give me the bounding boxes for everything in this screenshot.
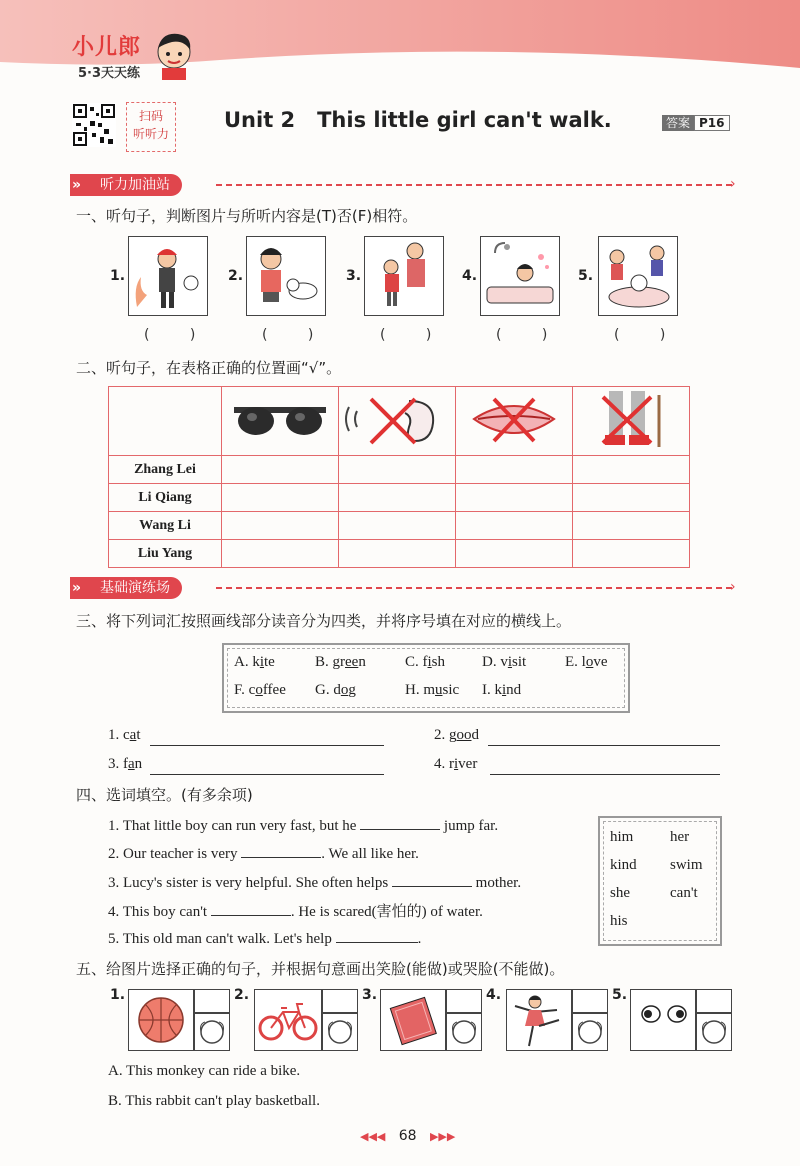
answer-reference [662,114,730,131]
letter-answer-box[interactable] [194,989,230,1013]
q1-item-number: 1. [110,268,126,284]
check-cell[interactable] [456,512,573,540]
option-word: kind [610,857,637,873]
sound-target: 3. fan [108,756,143,772]
word-option: C. fish [405,654,446,670]
page-title: Unit 2 This little girl can't walk. [224,108,612,132]
scan-listen-label [126,102,176,152]
answer-line[interactable] [150,745,384,746]
double-chevron-icon: » [72,177,82,193]
letter-answer-box[interactable] [446,989,482,1013]
qr-code-icon[interactable] [72,103,116,147]
word-option: G. dog [315,682,356,698]
sentence-option-b: B. This rabbit can't play basketball. [108,1093,320,1109]
sentence-option-a: A. This monkey can ride a bike. [108,1063,301,1079]
q1-item-number: 5. [578,268,594,284]
q5-item-number: 2. [234,987,250,1003]
check-cell[interactable] [456,540,573,568]
answer-parentheses[interactable]: ( ) [614,327,684,343]
book-icon [380,989,446,1051]
table-corner-cell [109,387,222,456]
q5-item-number: 5. [612,987,628,1003]
letter-answer-box[interactable] [572,989,608,1013]
arrow-end-icon: › [730,579,736,595]
bicycle-icon [254,989,322,1051]
arrow-end-icon: › [730,176,736,192]
check-cell[interactable] [339,540,456,568]
word-option: A. kite [234,654,275,670]
word-option: I. kind [482,682,522,698]
check-table [108,386,690,568]
blank-field[interactable] [211,901,291,916]
word-option: D. visit [482,654,527,670]
father-helping-child-icon [364,236,444,316]
sound-target: 1. cat [108,727,141,743]
blank-field[interactable] [336,928,418,943]
check-cell[interactable] [222,540,339,568]
question-2-heading: 二、听句子，在表格正确的位置画“√”。 [76,359,342,377]
brand-subtitle: 5·3天天练 [78,66,141,81]
fill-sentence: 4. This boy can't . He is scared(害怕的) of water. [108,900,483,921]
answer-parentheses[interactable]: ( ) [144,327,214,343]
face-draw-box[interactable] [194,1013,230,1051]
check-cell[interactable] [456,484,573,512]
answer-parentheses[interactable]: ( ) [496,327,566,343]
boy-washing-dog-icon [598,236,678,316]
letter-answer-box[interactable] [322,989,358,1013]
check-cell[interactable] [573,484,690,512]
fill-sentence: 1. That little boy can run very fast, but he jump far. [108,815,498,835]
check-cell[interactable] [222,484,339,512]
row-name: Zhang Lei [109,456,222,484]
question-1-heading: 一、听句子，判断图片与所听内容是(T)否(F)相符。 [76,207,418,225]
fill-sentence: 3. Lucy's sister is very helpful. She often helps mother. [108,872,521,892]
scan-label-line2: 听听力 [132,127,169,141]
dancing-girl-icon [506,989,572,1051]
check-cell[interactable] [573,512,690,540]
firefighter-icon [128,236,208,316]
row-name: Liu Yang [109,540,222,568]
boy-mascot-icon [150,30,198,80]
sound-target: 4. river [434,756,478,772]
check-cell[interactable] [339,484,456,512]
fill-sentence: 5. This old man can't walk. Let's help . [108,928,421,948]
option-word: him [610,829,634,845]
q5-item-number: 4. [486,987,502,1003]
answer-parentheses[interactable]: ( ) [380,327,450,343]
q5-item-number: 3. [362,987,378,1003]
answer-label: 答案 [662,115,694,131]
eyes-icon [630,989,696,1051]
fill-sentence: 2. Our teacher is very . We all like her. [108,843,419,863]
blank-field[interactable] [392,872,472,887]
option-word: her [670,829,690,845]
blank-field[interactable] [360,815,440,830]
check-cell[interactable] [456,456,573,484]
check-cell[interactable] [222,456,339,484]
face-draw-box[interactable] [696,1013,732,1051]
check-cell[interactable] [573,456,690,484]
word-option: E. love [565,654,608,670]
check-cell[interactable] [339,456,456,484]
page-number-value: 68 [398,1128,417,1144]
girl-with-dog-icon [246,236,326,316]
basketball-icon [128,989,194,1051]
answer-page: P16 [694,115,730,131]
crossed-mouth-icon [456,387,573,456]
answer-line[interactable] [490,774,720,775]
row-name: Li Qiang [109,484,222,512]
face-draw-box[interactable] [322,1013,358,1051]
section-banner-practice [70,577,740,599]
page-number [360,1128,455,1144]
bathtub-girl-icon [480,236,560,316]
brand-logo: 小儿郎 [72,35,142,60]
answer-line[interactable] [150,774,384,775]
option-word: swim [670,857,703,873]
right-arrows-icon: ▶▶▶ [429,1130,456,1143]
answer-parentheses[interactable]: ( ) [262,327,332,343]
q1-item-number: 4. [462,268,478,284]
option-word: she [610,885,630,901]
word-option: F. coffee [234,682,286,698]
question-5-heading: 五、给图片选择正确的句子，并根据句意画出笑脸(能做)或哭脸(不能做)。 [76,960,565,978]
double-chevron-icon: » [72,580,82,596]
left-arrows-icon: ◀◀◀ [360,1130,386,1143]
crossed-ear-icon [339,387,456,456]
face-draw-box[interactable] [572,1013,608,1051]
option-word: can't [670,885,698,901]
word-option: H. music [405,682,460,698]
q1-item-number: 3. [346,268,362,284]
crossed-legs-icon [573,387,690,456]
sound-target: 2. good [434,727,479,743]
row-name: Wang Li [109,512,222,540]
sunglasses-icon [222,387,339,456]
check-cell[interactable] [339,512,456,540]
section-label: 听力加油站 [70,174,182,196]
blank-field[interactable] [241,843,321,858]
q5-item-number: 1. [110,987,126,1003]
scan-label-line1: 扫码 [138,109,163,123]
option-word: his [610,913,628,929]
q1-item-number: 2. [228,268,244,284]
check-cell[interactable] [573,540,690,568]
face-draw-box[interactable] [446,1013,482,1051]
question-3-heading: 三、将下列词汇按照画线部分读音分为四类，并将序号填在对应的横线上。 [76,612,572,630]
question-4-heading: 四、选词填空。(有多余项) [76,786,253,804]
answer-line[interactable] [488,745,720,746]
letter-answer-box[interactable] [696,989,732,1013]
check-cell[interactable] [222,512,339,540]
section-banner-listening [70,174,740,196]
word-option: B. green [315,654,366,670]
section-label: 基础演练场 [70,577,182,599]
